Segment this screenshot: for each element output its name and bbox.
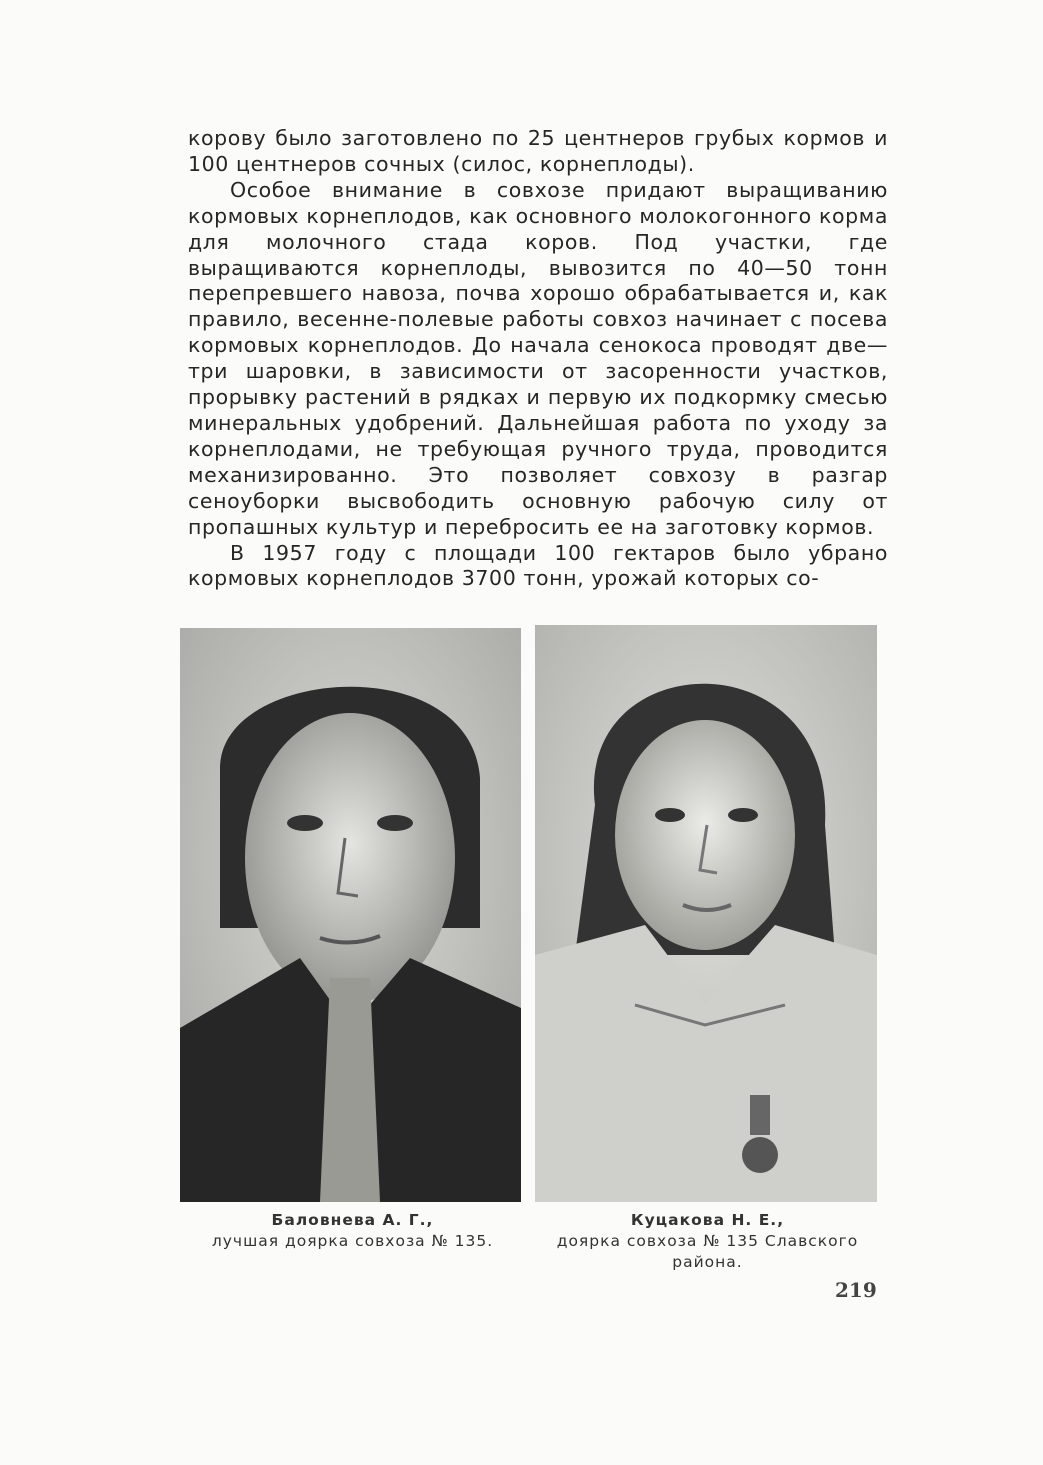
caption-left-name: Баловнева А. Г., xyxy=(271,1211,434,1229)
caption-right xyxy=(535,1210,880,1273)
paragraph-1: корову было заготовлено по 25 центнеров грубых кормов и 100 центнеров сочных (силос, корнеплоды). xyxy=(188,126,888,176)
caption-left-description: лучшая доярка совхоза № 135. xyxy=(211,1232,494,1250)
paragraph-2: Особое внимание в совхозе придают выращиванию кормовых корнеплодов, как основного молокогонного корма для молочного стада коров. Под участки, где выращиваются корнеплоды, вывозится по 40—50 тонн перепревшего навоза, почва хорошо обрабатывается и, как правило, весенне-полевые работы совхоз начинает с посева кормовых корнеплодов. До начала сенокоса проводят две—три шаровки, в зависимости от засоренности участков, прорывку растений в рядках и первую их подкормку смесью минеральных удобрений. Дальнейшая работа по уходу за корнеплодами, не требующая ручного труда, проводится механизированно. Это позволяет совхозу в разгар сеноуборки высвободить основную рабочую силу от пропашных культур и перебросить ее на заготовку кормов. xyxy=(188,177,888,539)
caption-right-name: Куцакова Н. Е., xyxy=(630,1211,785,1229)
caption-right-description: доярка совхоза № 135 Славского района. xyxy=(556,1232,859,1271)
portrait-photo-left xyxy=(180,628,521,1202)
portrait-right-image xyxy=(535,625,877,1202)
portrait-left-image xyxy=(180,628,521,1202)
paragraph-3: В 1957 году с площади 100 гектаров было убрано кормовых корнеплодов 3700 тонн, урожай которых со- xyxy=(188,540,888,591)
body-text xyxy=(188,126,888,592)
portrait-photo-right xyxy=(535,625,877,1202)
page-number: 219 xyxy=(835,1278,877,1302)
caption-left xyxy=(180,1210,525,1252)
